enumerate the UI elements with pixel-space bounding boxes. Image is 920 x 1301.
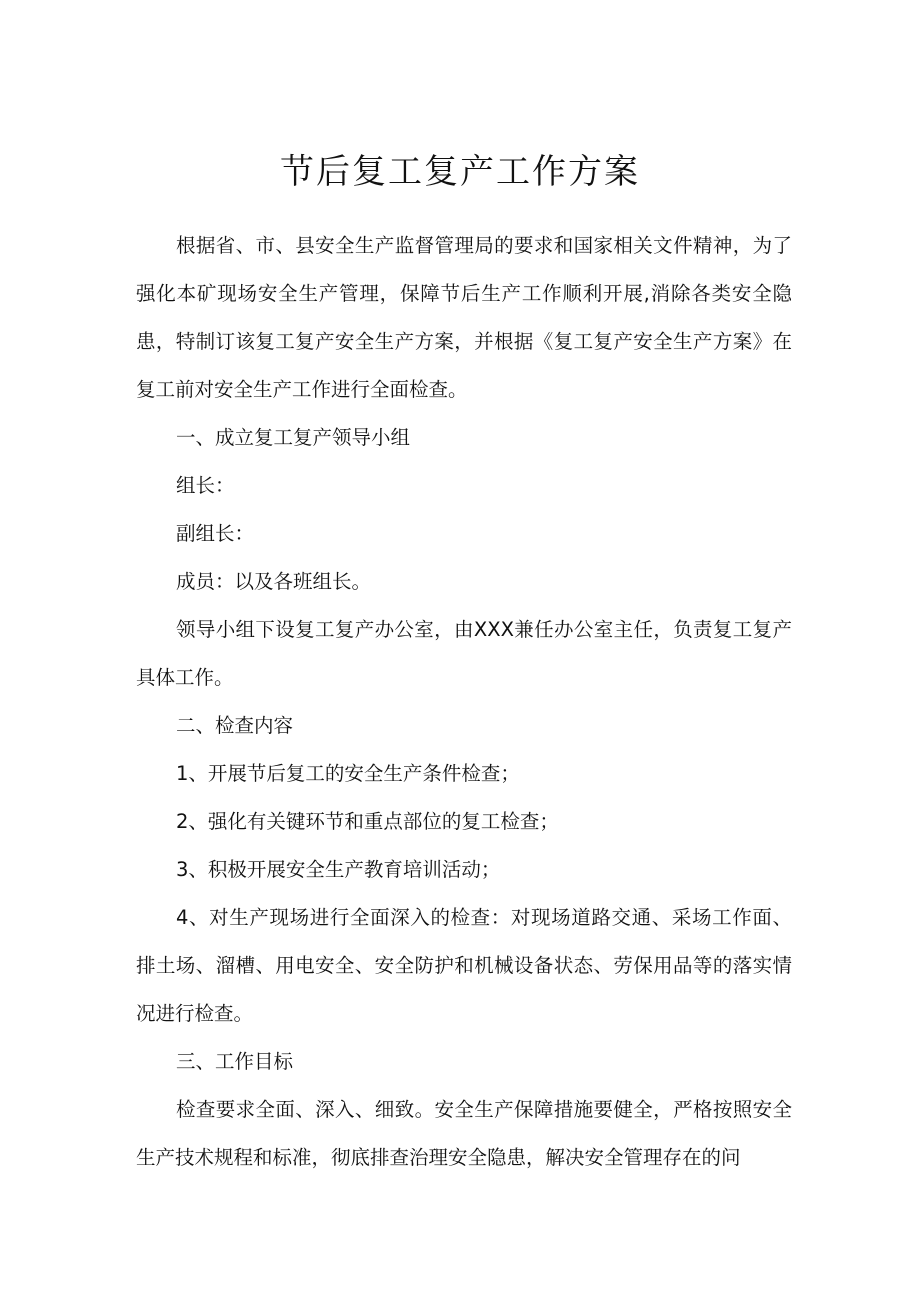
list-item-inspection-1: 1、开展节后复工的安全生产条件检查；: [175, 762, 520, 785]
document-body: [136, 222, 792, 1182]
list-item-inspection-3: 3、积极开展安全生产教育培训活动；: [175, 858, 501, 881]
section-heading-leadership-group: 一、成立复工复产领导小组: [175, 426, 410, 449]
document-title: 节后复工复产工作方案: [280, 152, 640, 192]
paragraph-work-goals: 检查要求全面、深入、细致。安全生产保障措施要健全，严格按照安全生产技术规程和标准，彻底排查治理安全隐患，解决安全管理存在的问: [136, 1098, 792, 1169]
paragraph-office: 领导小组下设复工复产办公室，由XXX兼任办公室主任，负责复工复产具体工作。: [136, 618, 792, 689]
paragraph-group-leader: 组长：: [175, 474, 235, 497]
paragraph-members: 成员：以及各班组长。: [175, 570, 371, 593]
section-heading-inspection-content: 二、检查内容: [175, 714, 293, 737]
section-heading-work-goals: 三、工作目标: [175, 1050, 293, 1073]
list-item-inspection-4: 4、对生产现场进行全面深入的检查：对现场道路交通、采场工作面、排土场、溜槽、用电安全、安全防护和机械设备状态、劳保用品等的落实情况进行检查。: [136, 906, 792, 1025]
paragraph-deputy-leader: 副组长：: [175, 522, 254, 545]
paragraph-intro: 根据省、市、县安全生产监督管理局的要求和国家相关文件精神，为了强化本矿现场安全生产管理，保障节后生产工作顺利开展,消除各类安全隐患，特制订该复工复产安全生产方案，并根据《复工复产安全生产方案》在复工前对安全生产工作进行全面检查。: [136, 234, 792, 401]
list-item-inspection-2: 2、强化有关键环节和重点部位的复工检查；: [175, 810, 559, 833]
